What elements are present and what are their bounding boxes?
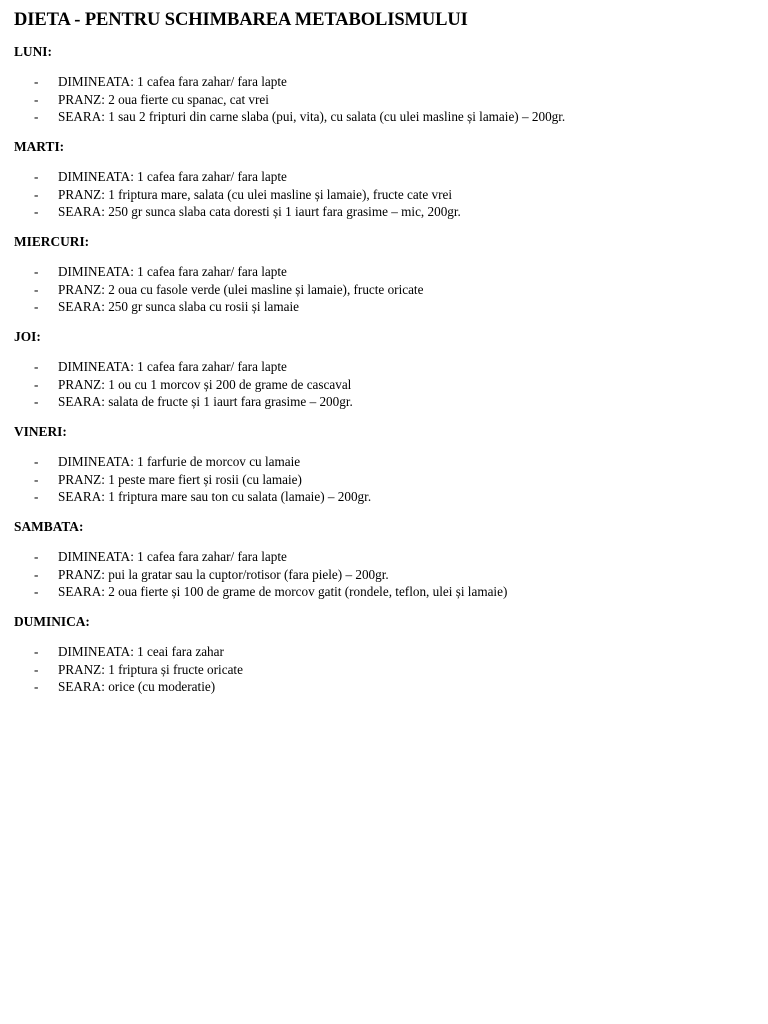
meal-text: PRANZ: 1 friptura și fructe oricate xyxy=(58,661,243,677)
day-section-miercuri xyxy=(14,234,424,315)
meal-item xyxy=(14,661,754,679)
list-bullet: - xyxy=(34,264,39,279)
day-section-duminica xyxy=(14,614,243,695)
list-bullet: - xyxy=(34,661,39,677)
meal-item xyxy=(14,393,754,411)
meal-item xyxy=(14,281,754,299)
meal-text: DIMINEATA: 1 farfurie de morcov cu lamaie xyxy=(58,454,301,469)
meal-item xyxy=(14,203,754,221)
meal-item xyxy=(14,583,754,601)
meal-item xyxy=(14,91,754,109)
meal-item xyxy=(14,73,754,91)
meal-text: SEARA: 1 friptura mare sau ton cu salata (lamaie) – 200gr. xyxy=(58,489,372,505)
list-bullet: - xyxy=(34,186,39,202)
meal-list xyxy=(14,168,754,221)
list-bullet: - xyxy=(34,91,39,107)
day-section-luni xyxy=(14,44,566,125)
meal-item xyxy=(14,263,754,281)
list-bullet: - xyxy=(34,566,39,582)
day-heading: DUMINICA: xyxy=(14,614,90,629)
meal-text: SEARA: salata de fructe și 1 iaurt fara grasime – 200gr. xyxy=(58,394,353,410)
day-section-sambata xyxy=(14,519,508,600)
meal-item xyxy=(14,108,754,126)
meal-list xyxy=(14,263,754,316)
meal-text: PRANZ: 1 friptura mare, salata (cu ulei masline și lamaie), fructe cate vrei xyxy=(58,186,453,202)
day-section-marti xyxy=(14,139,461,220)
meal-list xyxy=(14,548,754,601)
day-heading: JOI: xyxy=(14,329,41,344)
meal-text: SEARA: 250 gr sunca slaba cata doresti și 1 iaurt fara grasime – mic, 200gr. xyxy=(58,204,461,220)
meal-text: PRANZ: 1 ou cu 1 morcov și 200 de grame de cascaval xyxy=(58,376,352,392)
list-bullet: - xyxy=(34,549,39,564)
list-bullet: - xyxy=(34,109,39,125)
meal-item xyxy=(14,566,754,584)
list-bullet: - xyxy=(34,394,39,410)
meal-item xyxy=(14,376,754,394)
list-bullet: - xyxy=(34,454,39,469)
meal-item xyxy=(14,548,754,566)
meal-item xyxy=(14,488,754,506)
list-bullet: - xyxy=(34,74,39,89)
meal-text: DIMINEATA: 1 cafea fara zahar/ fara lapte xyxy=(58,264,287,279)
day-heading: SAMBATA: xyxy=(14,519,84,534)
meal-item xyxy=(14,643,754,661)
meal-list xyxy=(14,453,754,506)
meal-text: SEARA: 2 oua fierte și 100 de grame de morcov gatit (rondele, teflon, ulei și lamaie) xyxy=(58,584,508,600)
list-bullet: - xyxy=(34,644,39,659)
day-section-joi xyxy=(14,329,353,410)
meal-list xyxy=(14,643,754,696)
list-bullet: - xyxy=(34,281,39,297)
meal-item xyxy=(14,168,754,186)
meal-text: PRANZ: 2 oua cu fasole verde (ulei masline și lamaie), fructe oricate xyxy=(58,281,424,297)
day-section-vineri xyxy=(14,424,372,505)
day-heading: VINERI: xyxy=(14,424,67,439)
list-bullet: - xyxy=(34,169,39,184)
list-bullet: - xyxy=(34,584,39,600)
list-bullet: - xyxy=(34,299,39,315)
meal-text: SEARA: orice (cu moderatie) xyxy=(58,679,216,695)
meal-text: SEARA: 1 sau 2 fripturi din carne slaba (pui, vita), cu salata (cu ulei masline și lamaie) – 200gr. xyxy=(58,109,566,125)
day-heading: MIERCURI: xyxy=(14,234,90,249)
meal-text: PRANZ: 2 oua fierte cu spanac, cat vrei xyxy=(58,91,269,107)
meal-text: SEARA: 250 gr sunca slaba cu rosii și lamaie xyxy=(58,299,299,315)
meal-text: PRANZ: 1 peste mare fiert și rosii (cu lamaie) xyxy=(58,471,302,487)
day-heading: LUNI: xyxy=(14,44,52,59)
document-title: DIETA - PENTRU SCHIMBAREA METABOLISMULUI xyxy=(14,10,468,30)
list-bullet: - xyxy=(34,679,39,695)
meal-text: DIMINEATA: 1 cafea fara zahar/ fara lapte xyxy=(58,359,287,374)
meal-text: DIMINEATA: 1 cafea fara zahar/ fara lapte xyxy=(58,169,287,184)
meal-item xyxy=(14,471,754,489)
meal-list xyxy=(14,73,754,126)
meal-text: DIMINEATA: 1 cafea fara zahar/ fara lapte xyxy=(58,74,287,89)
meal-item xyxy=(14,358,754,376)
meal-item xyxy=(14,186,754,204)
day-heading: MARTI: xyxy=(14,139,65,154)
list-bullet: - xyxy=(34,489,39,505)
meal-list xyxy=(14,358,754,411)
list-bullet: - xyxy=(34,204,39,220)
meal-item xyxy=(14,678,754,696)
list-bullet: - xyxy=(34,471,39,487)
list-bullet: - xyxy=(34,376,39,392)
meal-text: DIMINEATA: 1 cafea fara zahar/ fara lapte xyxy=(58,549,287,564)
meal-text: DIMINEATA: 1 ceai fara zahar xyxy=(58,644,224,659)
list-bullet: - xyxy=(34,359,39,374)
meal-text: PRANZ: pui la gratar sau la cuptor/rotisor (fara piele) – 200gr. xyxy=(58,566,389,582)
meal-item xyxy=(14,298,754,316)
meal-item xyxy=(14,453,754,471)
